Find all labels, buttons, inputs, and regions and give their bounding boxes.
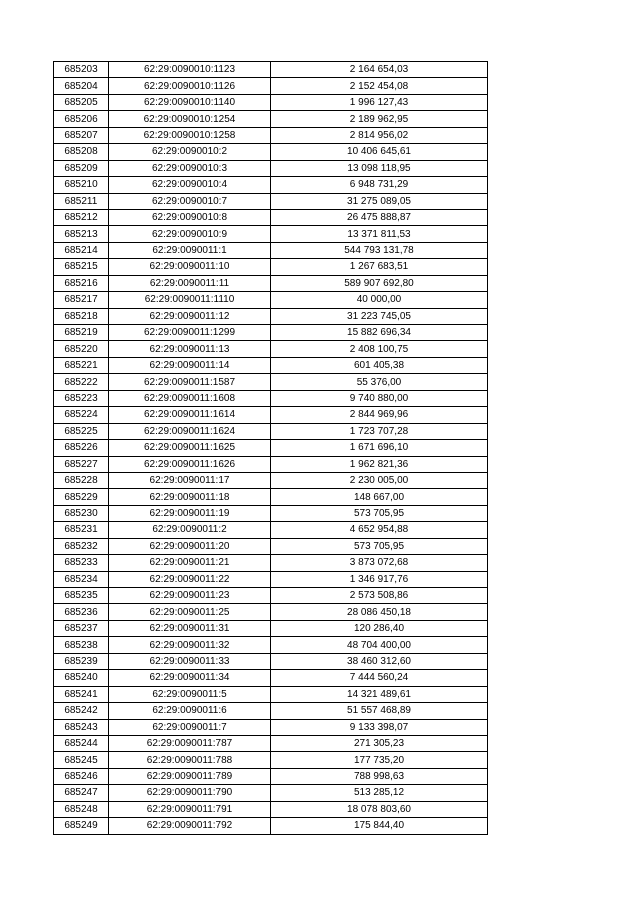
cadastral-number-cell: 62:29:0090011:6	[109, 703, 271, 719]
cadastral-number-cell: 62:29:0090011:19	[109, 505, 271, 521]
cadastral-value-table	[53, 61, 488, 835]
table-row	[54, 144, 488, 160]
cadastral-number-cell: 62:29:0090011:787	[109, 735, 271, 751]
cadastral-number-cell: 62:29:0090011:790	[109, 785, 271, 801]
row-number-cell: 685217	[54, 292, 109, 308]
cadastral-number-cell: 62:29:0090011:13	[109, 341, 271, 357]
cadastral-number-cell: 62:29:0090011:25	[109, 604, 271, 620]
row-number-cell: 685223	[54, 390, 109, 406]
cadastral-number-cell: 62:29:0090011:1625	[109, 440, 271, 456]
value-cell: 3 873 072,68	[271, 555, 488, 571]
row-number-cell: 685244	[54, 735, 109, 751]
cadastral-number-cell: 62:29:0090011:792	[109, 818, 271, 834]
table-row	[54, 505, 488, 521]
cadastral-number-cell: 62:29:0090011:31	[109, 620, 271, 636]
value-cell: 55 376,00	[271, 374, 488, 390]
cadastral-number-cell: 62:29:0090011:17	[109, 472, 271, 488]
value-cell: 148 667,00	[271, 489, 488, 505]
cadastral-number-cell: 62:29:0090011:21	[109, 555, 271, 571]
cadastral-number-cell: 62:29:0090011:1587	[109, 374, 271, 390]
row-number-cell: 685225	[54, 423, 109, 439]
row-number-cell: 685220	[54, 341, 109, 357]
table-row	[54, 785, 488, 801]
cadastral-number-cell: 62:29:0090011:7	[109, 719, 271, 735]
row-number-cell: 685226	[54, 440, 109, 456]
value-cell: 1 996 127,43	[271, 94, 488, 110]
row-number-cell: 685246	[54, 768, 109, 784]
cadastral-number-cell: 62:29:0090011:789	[109, 768, 271, 784]
table-row	[54, 440, 488, 456]
cadastral-number-cell: 62:29:0090010:1140	[109, 94, 271, 110]
value-cell: 1 723 707,28	[271, 423, 488, 439]
row-number-cell: 685229	[54, 489, 109, 505]
table-row	[54, 407, 488, 423]
table-row	[54, 752, 488, 768]
value-cell: 573 705,95	[271, 538, 488, 554]
row-number-cell: 685247	[54, 785, 109, 801]
value-cell: 26 475 888,87	[271, 209, 488, 225]
row-number-cell: 685232	[54, 538, 109, 554]
cadastral-number-cell: 62:29:0090011:1626	[109, 456, 271, 472]
table-row	[54, 735, 488, 751]
table-row	[54, 588, 488, 604]
document-page	[53, 61, 487, 835]
cadastral-number-cell: 62:29:0090010:1258	[109, 127, 271, 143]
row-number-cell: 685245	[54, 752, 109, 768]
table-row	[54, 226, 488, 242]
table-row	[54, 193, 488, 209]
table-row	[54, 357, 488, 373]
value-cell: 14 321 489,61	[271, 686, 488, 702]
cadastral-number-cell: 62:29:0090011:1299	[109, 325, 271, 341]
value-cell: 589 907 692,80	[271, 275, 488, 291]
table-row	[54, 489, 488, 505]
table-row	[54, 209, 488, 225]
value-cell: 2 230 005,00	[271, 472, 488, 488]
value-cell: 10 406 645,61	[271, 144, 488, 160]
table-row	[54, 292, 488, 308]
row-number-cell: 685233	[54, 555, 109, 571]
table-row	[54, 801, 488, 817]
cadastral-number-cell: 62:29:0090011:10	[109, 259, 271, 275]
cadastral-number-cell: 62:29:0090010:1123	[109, 62, 271, 78]
table-row	[54, 719, 488, 735]
table-row	[54, 653, 488, 669]
cadastral-number-cell: 62:29:0090010:4	[109, 177, 271, 193]
row-number-cell: 685203	[54, 62, 109, 78]
row-number-cell: 685234	[54, 571, 109, 587]
row-number-cell: 685208	[54, 144, 109, 160]
value-cell: 788 998,63	[271, 768, 488, 784]
row-number-cell: 685241	[54, 686, 109, 702]
value-cell: 2 844 969,96	[271, 407, 488, 423]
table-body	[54, 62, 488, 835]
table-row	[54, 160, 488, 176]
row-number-cell: 685235	[54, 588, 109, 604]
value-cell: 4 652 954,88	[271, 522, 488, 538]
cadastral-number-cell: 62:29:0090010:7	[109, 193, 271, 209]
value-cell: 38 460 312,60	[271, 653, 488, 669]
value-cell: 544 793 131,78	[271, 242, 488, 258]
row-number-cell: 685209	[54, 160, 109, 176]
value-cell: 18 078 803,60	[271, 801, 488, 817]
table-row	[54, 78, 488, 94]
value-cell: 2 189 962,95	[271, 111, 488, 127]
value-cell: 9 133 398,07	[271, 719, 488, 735]
row-number-cell: 685238	[54, 637, 109, 653]
row-number-cell: 685212	[54, 209, 109, 225]
row-number-cell: 685228	[54, 472, 109, 488]
row-number-cell: 685205	[54, 94, 109, 110]
cadastral-number-cell: 62:29:0090011:14	[109, 357, 271, 373]
value-cell: 6 948 731,29	[271, 177, 488, 193]
value-cell: 9 740 880,00	[271, 390, 488, 406]
row-number-cell: 685227	[54, 456, 109, 472]
table-row	[54, 94, 488, 110]
table-row	[54, 456, 488, 472]
value-cell: 13 098 118,95	[271, 160, 488, 176]
cadastral-number-cell: 62:29:0090011:1614	[109, 407, 271, 423]
table-row	[54, 472, 488, 488]
cadastral-number-cell: 62:29:0090011:1608	[109, 390, 271, 406]
value-cell: 15 882 696,34	[271, 325, 488, 341]
cadastral-number-cell: 62:29:0090011:20	[109, 538, 271, 554]
row-number-cell: 685215	[54, 259, 109, 275]
value-cell: 7 444 560,24	[271, 670, 488, 686]
table-row	[54, 522, 488, 538]
value-cell: 13 371 811,53	[271, 226, 488, 242]
row-number-cell: 685213	[54, 226, 109, 242]
cadastral-number-cell: 62:29:0090011:5	[109, 686, 271, 702]
row-number-cell: 685206	[54, 111, 109, 127]
row-number-cell: 685219	[54, 325, 109, 341]
value-cell: 31 275 089,05	[271, 193, 488, 209]
cadastral-number-cell: 62:29:0090011:11	[109, 275, 271, 291]
cadastral-number-cell: 62:29:0090010:1126	[109, 78, 271, 94]
value-cell: 513 285,12	[271, 785, 488, 801]
cadastral-number-cell: 62:29:0090010:8	[109, 209, 271, 225]
value-cell: 2 152 454,08	[271, 78, 488, 94]
row-number-cell: 685249	[54, 818, 109, 834]
table-row	[54, 637, 488, 653]
table-row	[54, 571, 488, 587]
table-row	[54, 555, 488, 571]
value-cell: 271 305,23	[271, 735, 488, 751]
value-cell: 175 844,40	[271, 818, 488, 834]
table-row	[54, 62, 488, 78]
value-cell: 1 267 683,51	[271, 259, 488, 275]
table-row	[54, 325, 488, 341]
row-number-cell: 685236	[54, 604, 109, 620]
row-number-cell: 685222	[54, 374, 109, 390]
table-row	[54, 538, 488, 554]
value-cell: 48 704 400,00	[271, 637, 488, 653]
row-number-cell: 685231	[54, 522, 109, 538]
row-number-cell: 685216	[54, 275, 109, 291]
value-cell: 601 405,38	[271, 357, 488, 373]
cadastral-number-cell: 62:29:0090011:33	[109, 653, 271, 669]
cadastral-number-cell: 62:29:0090010:3	[109, 160, 271, 176]
table-row	[54, 768, 488, 784]
row-number-cell: 685211	[54, 193, 109, 209]
cadastral-number-cell: 62:29:0090011:788	[109, 752, 271, 768]
cadastral-number-cell: 62:29:0090011:23	[109, 588, 271, 604]
cadastral-number-cell: 62:29:0090011:791	[109, 801, 271, 817]
cadastral-number-cell: 62:29:0090011:12	[109, 308, 271, 324]
table-row	[54, 374, 488, 390]
row-number-cell: 685239	[54, 653, 109, 669]
row-number-cell: 685242	[54, 703, 109, 719]
value-cell: 1 671 696,10	[271, 440, 488, 456]
table-row	[54, 818, 488, 834]
row-number-cell: 685221	[54, 357, 109, 373]
cadastral-number-cell: 62:29:0090011:18	[109, 489, 271, 505]
table-row	[54, 686, 488, 702]
row-number-cell: 685237	[54, 620, 109, 636]
value-cell: 1 346 917,76	[271, 571, 488, 587]
cadastral-number-cell: 62:29:0090010:1254	[109, 111, 271, 127]
table-row	[54, 390, 488, 406]
value-cell: 573 705,95	[271, 505, 488, 521]
table-row	[54, 703, 488, 719]
table-row	[54, 259, 488, 275]
table-row	[54, 177, 488, 193]
value-cell: 28 086 450,18	[271, 604, 488, 620]
table-row	[54, 341, 488, 357]
value-cell: 2 573 508,86	[271, 588, 488, 604]
row-number-cell: 685218	[54, 308, 109, 324]
row-number-cell: 685230	[54, 505, 109, 521]
table-row	[54, 604, 488, 620]
table-row	[54, 620, 488, 636]
row-number-cell: 685248	[54, 801, 109, 817]
value-cell: 1 962 821,36	[271, 456, 488, 472]
table-row	[54, 127, 488, 143]
cadastral-number-cell: 62:29:0090010:2	[109, 144, 271, 160]
table-row	[54, 423, 488, 439]
value-cell: 2 164 654,03	[271, 62, 488, 78]
cadastral-number-cell: 62:29:0090011:2	[109, 522, 271, 538]
row-number-cell: 685224	[54, 407, 109, 423]
value-cell: 177 735,20	[271, 752, 488, 768]
cadastral-number-cell: 62:29:0090010:9	[109, 226, 271, 242]
table-row	[54, 111, 488, 127]
table-row	[54, 308, 488, 324]
cadastral-number-cell: 62:29:0090011:1110	[109, 292, 271, 308]
cadastral-number-cell: 62:29:0090011:34	[109, 670, 271, 686]
cadastral-number-cell: 62:29:0090011:32	[109, 637, 271, 653]
value-cell: 31 223 745,05	[271, 308, 488, 324]
value-cell: 2 408 100,75	[271, 341, 488, 357]
cadastral-number-cell: 62:29:0090011:1624	[109, 423, 271, 439]
value-cell: 40 000,00	[271, 292, 488, 308]
table-row	[54, 275, 488, 291]
value-cell: 51 557 468,89	[271, 703, 488, 719]
row-number-cell: 685210	[54, 177, 109, 193]
value-cell: 120 286,40	[271, 620, 488, 636]
cadastral-number-cell: 62:29:0090011:1	[109, 242, 271, 258]
table-row	[54, 670, 488, 686]
row-number-cell: 685214	[54, 242, 109, 258]
value-cell: 2 814 956,02	[271, 127, 488, 143]
row-number-cell: 685240	[54, 670, 109, 686]
row-number-cell: 685204	[54, 78, 109, 94]
table-row	[54, 242, 488, 258]
row-number-cell: 685207	[54, 127, 109, 143]
cadastral-number-cell: 62:29:0090011:22	[109, 571, 271, 587]
row-number-cell: 685243	[54, 719, 109, 735]
